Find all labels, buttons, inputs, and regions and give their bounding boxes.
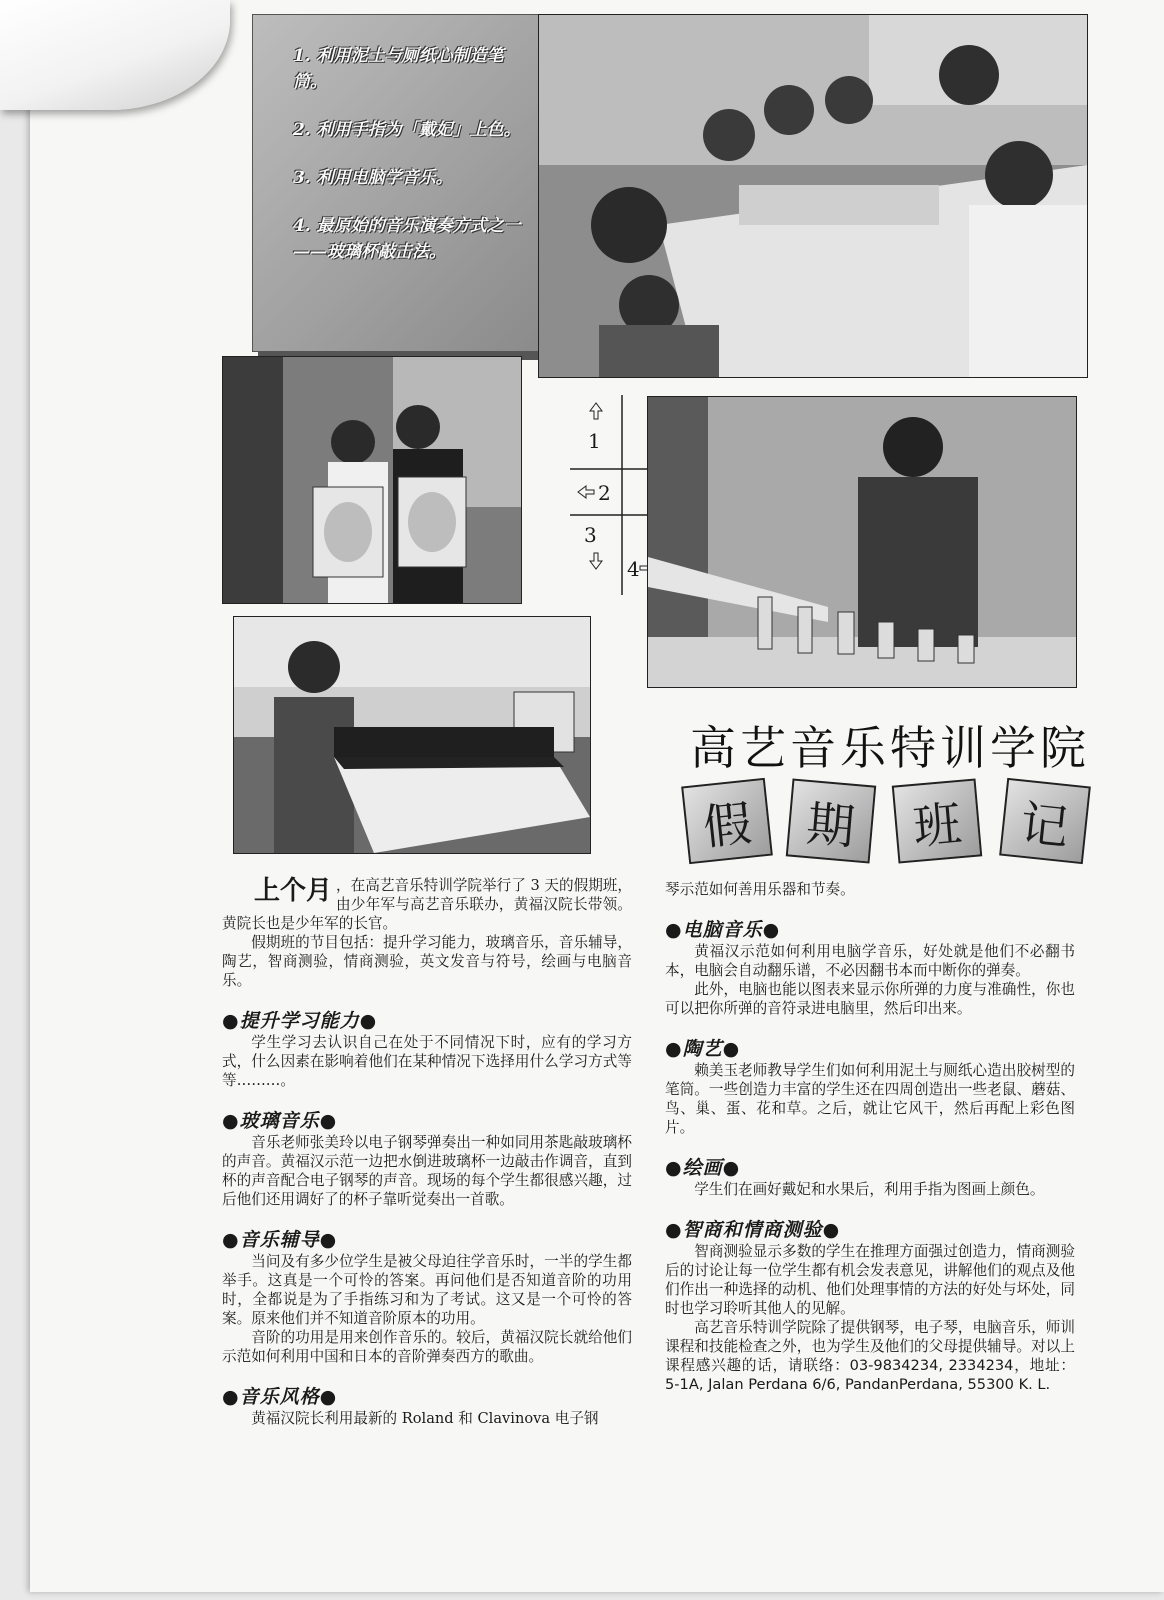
photo-portrait-painting bbox=[222, 356, 522, 604]
section-text-style-cont: 琴示范如何善用乐器和节奏。 bbox=[665, 881, 855, 898]
caption-4: 4. 最原始的音乐演奏方式之一——玻璃杯敲击法。 bbox=[293, 216, 521, 262]
caption-2: 2. 利用手指为「戴妃」上色。 bbox=[293, 120, 521, 140]
section-heading-guidance: ●音乐辅导● bbox=[222, 1229, 338, 1251]
photo-computer-music bbox=[233, 616, 591, 854]
section-text-painting: 学生们在画好戴妃和水果后，利用手指为图画上颜色。 bbox=[694, 1181, 1045, 1198]
intro-paragraph: 假期班的节目包括：提升学习能力，玻璃音乐，音乐辅导，陶艺，智商测验，情商测验，英文发音与符号，绘画与电脑音乐。 bbox=[222, 934, 632, 989]
contact-paragraph: 高艺音乐特训学院除了提供钢琴，电子琴，电脑音乐，师训课程和技能检查之外，也为学生及他们的父母提供辅导。对以上课程感兴趣的话，请联络：03-9834234, 2334234，地址：5-1A, Jalan Perdana 6/6, PandanPerdana, 55300 K. L. bbox=[665, 1319, 1075, 1393]
section-heading-glass-music: ●玻璃音乐● bbox=[222, 1110, 338, 1132]
subtitle-char-1: 假 bbox=[681, 778, 773, 864]
caption-3: 3. 利用电脑学音乐。 bbox=[293, 168, 453, 188]
section-heading-pottery: ●陶艺● bbox=[665, 1038, 741, 1060]
section-heading-iq-eq: ●智商和情商测验● bbox=[665, 1219, 841, 1241]
diagram-number-2: 2 bbox=[598, 481, 611, 505]
article-right-column bbox=[665, 880, 1075, 1394]
section-heading-learning: ●提升学习能力● bbox=[222, 1010, 378, 1032]
subtitle-char-2: 期 bbox=[786, 778, 876, 863]
article-title: 高艺音乐特训学院 bbox=[690, 721, 1090, 775]
section-text-iq-eq: 智商测验显示多数的学生在推理方面强过创造力，情商测验后的讨论让每一位学生都有机会发表意见，讲解他们的观点及他们作出一种选择的动机、他们处理事情的方法的好处与坏处，同时也学习聆听其他人的见解。 bbox=[665, 1243, 1075, 1317]
section-text-guidance-2: 音阶的功用是用来创作音乐的。较后，黄福汉院长就给他们示范如何利用中国和日本的音阶弹奏西方的歌曲。 bbox=[222, 1329, 632, 1365]
section-text-learning: 学生学习去认识自己在处于不同情况下时，应有的学习方式，什么因素在影响着他们在某种情况下选择用什么学习方式等等………。 bbox=[222, 1034, 632, 1089]
section-text-style: 黄福汉院长利用最新的 Roland 和 Clavinova 电子钢 bbox=[251, 1410, 599, 1427]
newspaper-page bbox=[30, 0, 1164, 1592]
lead-word: 上个月 bbox=[254, 876, 333, 906]
caption-1: 1. 利用泥土与厕纸心制造笔筒。 bbox=[293, 46, 504, 92]
diagram-number-1: 1 bbox=[588, 429, 601, 453]
section-text-computer-2: 此外，电脑也能以图表来显示你所弹的力度与准确性，你也可以把你所弹的音符录进电脑里，然后印出来。 bbox=[665, 981, 1075, 1017]
lead-paragraph: ，在高艺音乐特训学院举行了 3 天的假期班，由少年军与高艺音乐联办，黄福汉院长带领。黄院长也是少年军的长官。 bbox=[222, 877, 632, 932]
section-text-computer-1: 黄福汉示范如何利用电脑学音乐，好处就是他们不必翻书本，电脑会自动翻乐谱，不必因翻书本而中断你的弹奏。 bbox=[665, 943, 1075, 979]
section-heading-painting: ●绘画● bbox=[665, 1157, 741, 1179]
photo-pottery-class bbox=[538, 14, 1088, 378]
article-subtitle bbox=[685, 782, 1095, 862]
section-heading-computer-music: ●电脑音乐● bbox=[665, 919, 781, 941]
section-text-guidance-1: 当问及有多少位学生是被父母迫往学音乐时，一半的学生都举手。这真是一个可怜的答案。再问他们是否知道音阶的功用时，全都说是为了手指练习和为了考试。这又是一个可怜的答案。原来他们并不知道音阶原本的功用。 bbox=[222, 1253, 632, 1327]
subtitle-char-4: 记 bbox=[999, 778, 1091, 864]
section-text-pottery: 赖美玉老师教导学生们如何利用泥土与厕纸心造出胶树型的笔筒。一些创造力丰富的学生还在四周创造出一些老鼠、蘑菇、鸟、巢、蛋、花和草。之后，就让它风干，然后再配上彩色图片。 bbox=[665, 1062, 1075, 1136]
section-text-glass-music: 音乐老师张美玲以电子钢琴弹奏出一种如同用茶匙敲玻璃杯的声音。黄福汉示范一边把水倒进玻璃杯一边敲击作调音，直到杯的声音配合电子钢琴的声音。现场的每个学生都很感兴趣，过后他们还用调好了的杯子靠听觉奏出一首歌。 bbox=[222, 1134, 632, 1208]
diagram-number-3: 3 bbox=[584, 523, 597, 547]
photo-glass-music bbox=[647, 396, 1077, 688]
article-left-column bbox=[222, 876, 632, 1428]
section-heading-style: ●音乐风格● bbox=[222, 1386, 338, 1408]
diagram-number-4: 4 bbox=[627, 557, 640, 581]
photo-caption-card bbox=[252, 14, 554, 352]
subtitle-char-3: 班 bbox=[892, 778, 982, 863]
